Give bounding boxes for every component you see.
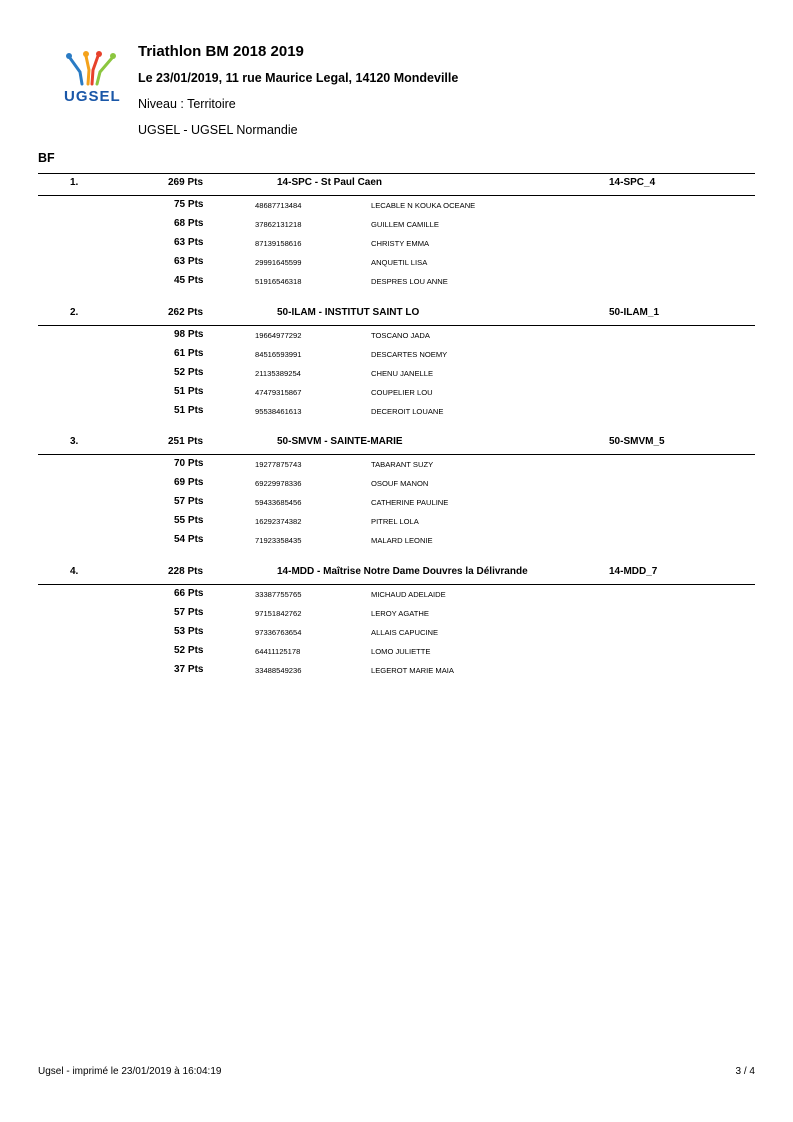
divider (38, 454, 755, 455)
athlete-name: DECEROIT LOUANE (371, 406, 444, 416)
athlete-id: 21135389254 (255, 368, 301, 378)
athlete-id: 84516593991 (255, 349, 302, 359)
athlete-name: PITREL LOLA (371, 517, 419, 526)
page-title: Triathlon BM 2018 2019 (138, 43, 304, 60)
athlete-id: 51916546318 (255, 277, 302, 286)
athlete-points: 55 Pts (174, 515, 204, 526)
divider (38, 325, 755, 326)
event-location: Le 23/01/2019, 11 rue Maurice Legal, 14120 Mondeville (138, 71, 459, 85)
athlete-points: 51 Pts (174, 404, 204, 416)
athlete-points: 61 Pts (174, 347, 204, 359)
athlete-points: 52 Pts (174, 644, 204, 656)
athlete-points: 54 Pts (174, 534, 204, 545)
athlete-id: 19664977292 (255, 330, 302, 340)
print-info: Ugsel - imprimé le 23/01/2019 à 16:04:19 (38, 1066, 222, 1077)
athlete-id: 29991645599 (255, 258, 302, 267)
athlete-points: 52 Pts (174, 366, 204, 378)
athlete-id: 97336763654 (255, 627, 302, 637)
athlete-id: 95538461613 (255, 406, 302, 416)
team-name: 50-ILAM - INSTITUT SAINT LO (277, 306, 420, 318)
athlete-points: 63 Pts (174, 237, 204, 248)
athlete-points: 75 Pts (174, 199, 204, 210)
athlete-id: 33387755765 (255, 589, 302, 599)
athlete-id: 59433685456 (255, 498, 302, 507)
athlete-name: LEGEROT MARIE MAIA (371, 665, 454, 675)
logo-text: UGSEL (64, 88, 121, 105)
athlete-id: 64411125178 (255, 646, 301, 656)
athlete-id: 97151842762 (255, 608, 302, 618)
team-points: 228 Pts (168, 565, 204, 577)
athlete-name: MICHAUD ADELAIDE (371, 589, 446, 599)
athlete-points: 68 Pts (174, 218, 204, 229)
divider (38, 173, 755, 174)
team-rank: 4. (70, 565, 79, 577)
team-points: 251 Pts (168, 436, 204, 447)
athlete-id: 48687713484 (255, 201, 302, 210)
athlete-name: OSOUF MANON (371, 479, 429, 488)
athlete-name: DESCARTES NOEMY (371, 349, 448, 359)
athlete-name: LEROY AGATHE (371, 608, 429, 618)
athlete-points: 63 Pts (174, 256, 204, 267)
athlete-id: 33488549236 (255, 665, 302, 675)
athlete-points: 66 Pts (174, 587, 204, 599)
athlete-points: 53 Pts (174, 625, 204, 637)
team-code: 50-ILAM_1 (609, 306, 660, 318)
athlete-points: 57 Pts (174, 496, 204, 507)
team-name: 14-MDD - Maîtrise Notre Dame Douvres la Délivrande (277, 565, 528, 577)
page-number: 3 / 4 (735, 1066, 755, 1077)
athlete-id: 69229978336 (255, 479, 302, 488)
athlete-name: COUPELIER LOU (371, 387, 433, 397)
team-rank: 2. (70, 306, 79, 318)
athlete-name: TABARANT SUZY (371, 460, 434, 469)
athlete-points: 51 Pts (174, 385, 204, 397)
athlete-name: MALARD LEONIE (371, 536, 433, 545)
divider (38, 584, 755, 585)
team-name: 50-SMVM - SAINTE-MARIE (277, 436, 403, 447)
divider (38, 195, 755, 196)
athlete-name: CHENU JANELLE (371, 368, 434, 378)
organization-label: UGSEL - UGSEL Normandie (138, 123, 298, 137)
athlete-points: 98 Pts (174, 328, 204, 340)
athlete-name: LOMO JULIETTE (371, 646, 431, 656)
level-label: Niveau : Territoire (138, 97, 236, 111)
athlete-id: 71923358435 (255, 536, 302, 545)
team-code: 14-SPC_4 (609, 177, 656, 188)
team-code: 50-SMVM_5 (609, 436, 665, 447)
team-points: 262 Pts (168, 306, 204, 318)
team-rank: 1. (70, 177, 79, 188)
athlete-points: 57 Pts (174, 606, 204, 618)
athlete-name: CHRISTY EMMA (371, 239, 430, 248)
athlete-name: GUILLEM CAMILLE (371, 220, 439, 229)
category-label: BF (38, 151, 55, 165)
team-rank: 3. (70, 436, 79, 447)
athlete-points: 37 Pts (174, 663, 204, 675)
athlete-points: 45 Pts (174, 275, 204, 286)
team-name: 14-SPC - St Paul Caen (277, 177, 383, 188)
athlete-name: CATHERINE PAULINE (371, 498, 449, 507)
athlete-id: 19277875743 (255, 460, 302, 469)
athlete-name: ANQUETIL LISA (371, 258, 428, 267)
athlete-name: LECABLE N KOUKA OCEANE (371, 201, 476, 210)
athlete-id: 37862131218 (255, 220, 302, 229)
athlete-id: 47479315867 (255, 387, 302, 397)
athlete-id: 16292374382 (255, 517, 302, 526)
athlete-name: ALLAIS CAPUCINE (371, 627, 439, 637)
athlete-points: 70 Pts (174, 458, 204, 469)
team-points: 269 Pts (168, 177, 204, 188)
athlete-name: DESPRES LOU ANNE (371, 277, 448, 286)
athlete-id: 87139158616 (255, 239, 302, 248)
athlete-points: 69 Pts (174, 477, 204, 488)
team-code: 14-MDD_7 (609, 565, 658, 577)
athlete-name: TOSCANO JADA (371, 330, 430, 340)
